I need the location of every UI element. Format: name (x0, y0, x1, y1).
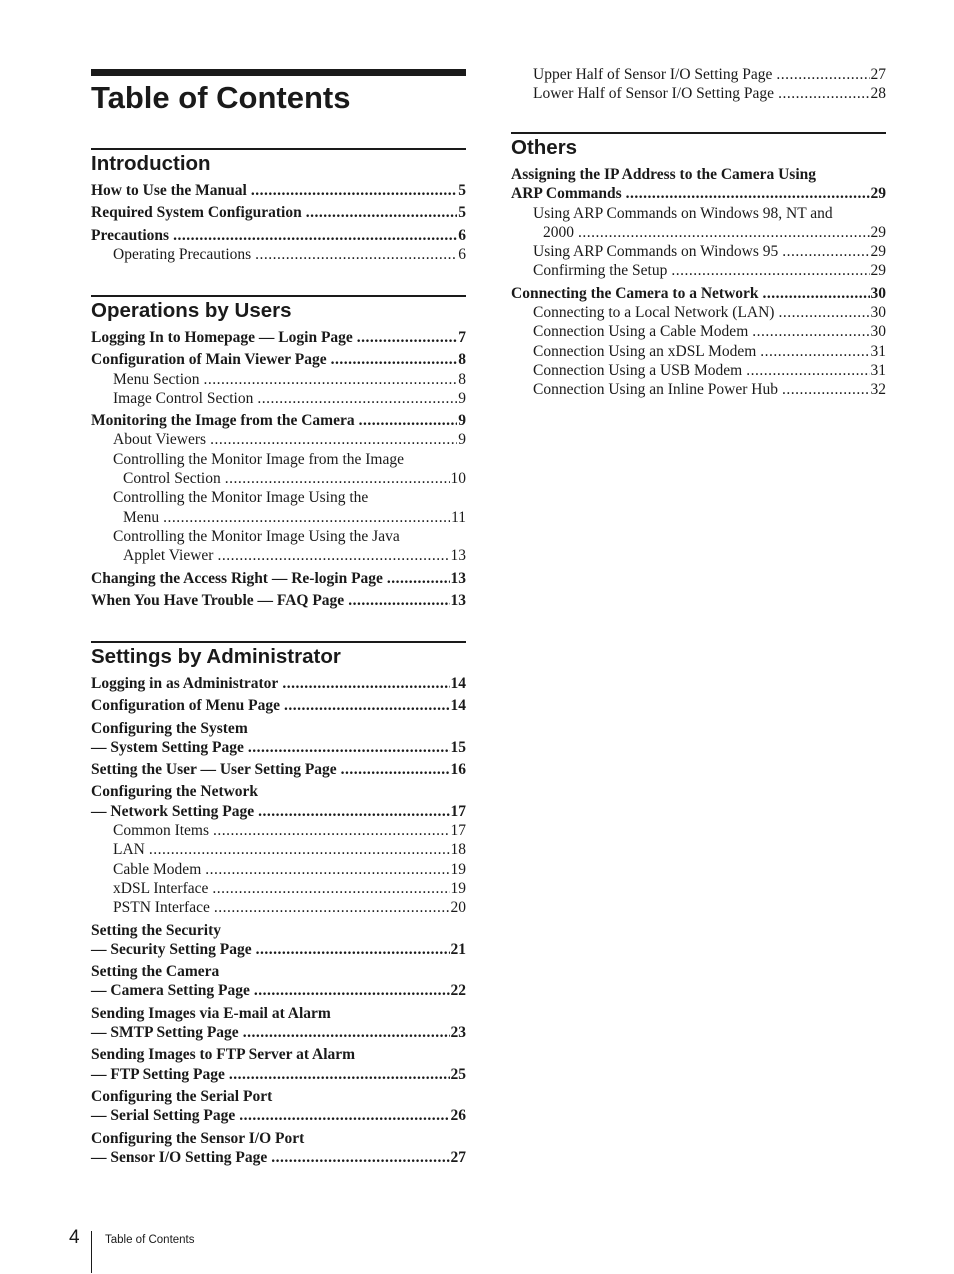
toc-subentry[interactable]: Menu Section ..... 8 (91, 370, 466, 389)
footer-label: Table of Contents (105, 1234, 195, 1246)
section-operations (91, 295, 466, 610)
toc-subentry[interactable]: Using ARP Commands on Windows 95 ..... 29 (511, 242, 886, 261)
section-heading: Operations by Users (91, 299, 292, 322)
section-rule (91, 295, 466, 297)
toc-subentry[interactable]: Controlling the Monitor Image Using the Menu ..... 11 (91, 488, 466, 527)
toc-entry[interactable]: Sending Images to FTP Server at Alarm — FTP Setting Page ..... 25 (91, 1045, 466, 1084)
toc-entry[interactable]: Logging in as Administrator ..... 14 (91, 674, 466, 693)
section-heading: Others (511, 136, 578, 159)
section-others (511, 132, 886, 400)
toc-entry[interactable]: Configuring the System — System Setting Page ..... 15 (91, 719, 466, 758)
title-bar (91, 69, 466, 76)
toc-entry[interactable]: Connecting the Camera to a Network ..... 30 (511, 284, 886, 303)
toc-subentry[interactable]: Controlling the Monitor Image from the Image Control Section ..... 10 (91, 450, 466, 489)
section-heading: Introduction (91, 152, 211, 175)
toc-entry[interactable]: Changing the Access Right — Re-login Page ..... 13 (91, 569, 466, 588)
toc-subentry[interactable]: Connection Using a USB Modem ..... 31 (511, 361, 886, 380)
toc-entry[interactable]: Setting the Camera — Camera Setting Page ..... 22 (91, 962, 466, 1001)
toc-subentry[interactable]: About Viewers ..... 9 (91, 430, 466, 449)
toc-entry[interactable]: Assigning the IP Address to the Camera Using ARP Commands ..... 29 (511, 165, 886, 204)
footer-divider (91, 1231, 92, 1273)
section-settings-continued (511, 65, 886, 104)
page-number: 4 (69, 1227, 80, 1248)
toc-subentry[interactable]: Lower Half of Sensor I/O Setting Page ..... 28 (511, 84, 886, 103)
toc-subentry[interactable]: Operating Precautions ..... 6 (91, 245, 466, 264)
section-rule (91, 641, 466, 643)
toc-entry[interactable]: Monitoring the Image from the Camera ..... 9 (91, 411, 466, 430)
section-rule (91, 148, 466, 150)
toc-subentry[interactable]: Connection Using an Inline Power Hub ..... 32 (511, 380, 886, 399)
toc-entry[interactable]: Configuration of Main Viewer Page ..... 8 (91, 350, 466, 369)
toc-subentry[interactable]: Connection Using an xDSL Modem ..... 31 (511, 342, 886, 361)
page-title: Table of Contents (91, 80, 351, 115)
toc-entry[interactable]: Setting the Security — Security Setting Page ..... 21 (91, 921, 466, 960)
toc-entry[interactable]: Setting the User — User Setting Page ..... 16 (91, 760, 466, 779)
section-rule (511, 132, 886, 134)
section-settings (91, 641, 466, 1167)
toc-subentry[interactable]: Controlling the Monitor Image Using the Java Applet Viewer ..... 13 (91, 527, 466, 566)
toc-entry[interactable]: When You Have Trouble — FAQ Page ..... 13 (91, 591, 466, 610)
toc-subentry[interactable]: Using ARP Commands on Windows 98, NT and 2000 ..... 29 (511, 204, 886, 243)
toc-entry[interactable]: Configuring the Serial Port — Serial Setting Page ..... 26 (91, 1087, 466, 1126)
toc-subentry[interactable]: Image Control Section ..... 9 (91, 389, 466, 408)
toc-entry[interactable]: Configuration of Menu Page ..... 14 (91, 696, 466, 715)
toc-entry[interactable]: Configuring the Sensor I/O Port — Sensor I/O Setting Page ..... 27 (91, 1129, 466, 1168)
section-heading: Settings by Administrator (91, 645, 341, 668)
toc-entry[interactable]: Sending Images via E-mail at Alarm — SMTP Setting Page ..... 23 (91, 1004, 466, 1043)
toc-entry[interactable]: Precautions ..... 6 (91, 226, 466, 245)
toc-entry[interactable]: How to Use the Manual ..... 5 (91, 181, 466, 200)
toc-subentry[interactable]: Common Items ..... 17 (91, 821, 466, 840)
toc-subentry[interactable]: Connection Using a Cable Modem ..... 30 (511, 322, 886, 341)
toc-entry[interactable]: Configuring the Network — Network Setting Page ..... 17 (91, 782, 466, 821)
toc-entry[interactable]: Logging In to Homepage — Login Page ..... 7 (91, 328, 466, 347)
toc-subentry[interactable]: xDSL Interface ..... 19 (91, 879, 466, 898)
toc-entry[interactable]: Required System Configuration ..... 5 (91, 203, 466, 222)
toc-subentry[interactable]: LAN ..... 18 (91, 840, 466, 859)
toc-subentry[interactable]: PSTN Interface ..... 20 (91, 898, 466, 917)
toc-subentry[interactable]: Cable Modem ..... 19 (91, 860, 466, 879)
toc-subentry[interactable]: Connecting to a Local Network (LAN) ..... 30 (511, 303, 886, 322)
toc-subentry[interactable]: Upper Half of Sensor I/O Setting Page ..... 27 (511, 65, 886, 84)
toc-subentry[interactable]: Confirming the Setup ..... 29 (511, 261, 886, 280)
section-introduction (91, 148, 466, 264)
